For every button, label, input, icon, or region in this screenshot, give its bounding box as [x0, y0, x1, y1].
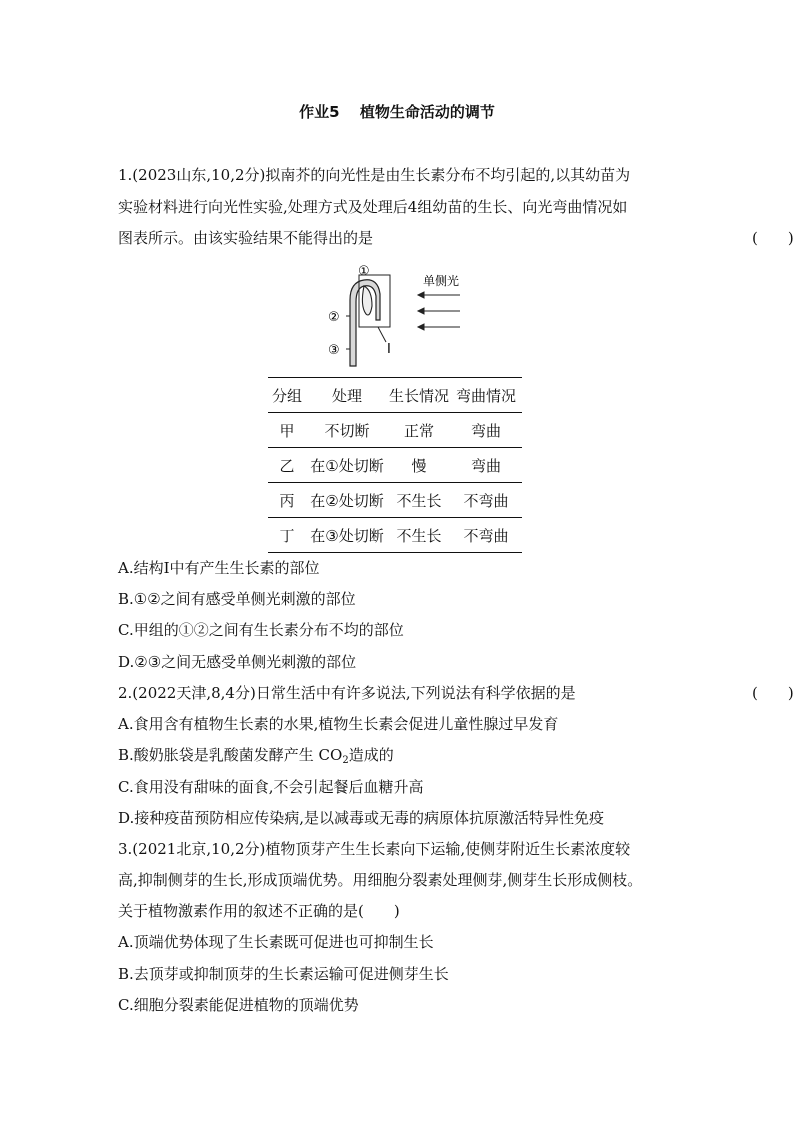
seedling-cotyledon	[362, 286, 372, 315]
q3-option-b: B.去顶芽或抑制顶芽的生长素运输可促进侧芽生长	[118, 965, 449, 983]
q3-option-a: A.顶端优势体现了生长素既可促进也可抑制生长	[118, 933, 434, 951]
q2-option-d: D.接种疫苗预防相应传染病,是以减毒或无毒的病原体抗原激活特异性免疫	[118, 809, 605, 827]
table-cell: 丙	[268, 483, 306, 518]
q2-stem: 2.(2022天津,8,4分)日常生活中有许多说法,下列说法有科学依据的是	[118, 684, 576, 702]
table-cell: 在①处切断	[306, 448, 388, 483]
mark-2: ②	[328, 310, 340, 325]
table-row	[268, 483, 522, 518]
structure-label: I	[387, 342, 391, 357]
mark-1: ①	[358, 264, 370, 279]
mark-3: ③	[328, 343, 340, 358]
table-cell: 乙	[268, 448, 306, 483]
table-header: 弯曲情况	[450, 378, 522, 413]
q3-option-c: C.细胞分裂素能促进植物的顶端优势	[118, 996, 359, 1014]
q2-option-b-subscript: 2	[342, 755, 349, 766]
q3-stem-line-3: 关于植物激素作用的叙述不正确的是( )	[118, 902, 400, 920]
table-cell: 在③处切断	[306, 518, 388, 553]
page-title: 作业5 植物生命活动的调节	[299, 103, 495, 121]
q3-stem-line-1: 3.(2021北京,10,2分)植物顶芽产生生长素向下运输,使侧芽附近生长素浓度较	[118, 840, 631, 858]
table-header: 处理	[306, 378, 388, 413]
table-header: 生长情况	[388, 378, 450, 413]
q2-option-b-tail: 造成的	[348, 746, 394, 764]
table-cell: 正常	[388, 413, 450, 448]
table-cell: 不生长	[388, 483, 450, 518]
table-cell: 慢	[388, 448, 450, 483]
table-cell: 不生长	[388, 518, 450, 553]
q2-option-b	[118, 745, 394, 771]
q2-answer-paren: ( )	[752, 684, 794, 702]
q2-option-c: C.食用没有甜味的面食,不会引起餐后血糖升高	[118, 778, 424, 796]
q1-option-a: A.结构Ⅰ中有产生生长素的部位	[118, 559, 320, 577]
table-header: 分组	[268, 378, 306, 413]
q1-stem-line-2: 实验材料进行向光性实验,处理方式及处理后4组幼苗的生长、向光弯曲情况如	[118, 198, 628, 216]
q3-stem-line-2: 高,抑制侧芽的生长,形成顶端优势。用细胞分裂素处理侧芽,侧芽生长形成侧枝。	[118, 871, 643, 889]
table-cell: 不弯曲	[450, 518, 522, 553]
table-cell: 在②处切断	[306, 483, 388, 518]
table-cell: 丁	[268, 518, 306, 553]
q2-option-b-text: B.酸奶胀袋是乳酸菌发酵产生 CO	[118, 746, 343, 764]
light-label: 单侧光	[423, 274, 460, 288]
table-cell: 不切断	[306, 413, 388, 448]
light-arrows	[418, 292, 460, 330]
experiment-table	[268, 377, 522, 553]
table-cell: 弯曲	[450, 448, 522, 483]
q1-option-b: B.①②之间有感受单侧光刺激的部位	[118, 590, 356, 608]
q1-stem-line-1: 1.(2023山东,10,2分)拟南芥的向光性是由生长素分布不均引起的,以其幼苗为	[118, 166, 631, 184]
table-row	[268, 448, 522, 483]
q2-option-a: A.食用含有植物生长素的水果,植物生长素会促进儿童性腺过早发育	[118, 715, 559, 733]
table-cell: 不弯曲	[450, 483, 522, 518]
q1-option-c: C.甲组的①②之间有生长素分布不均的部位	[118, 621, 404, 639]
table-row	[268, 413, 522, 448]
table-cell: 弯曲	[450, 413, 522, 448]
seedling-figure	[320, 260, 480, 370]
q1-answer-paren: ( )	[752, 229, 794, 247]
q1-stem-line-3: 图表所示。由该实验结果不能得出的是	[118, 229, 374, 247]
q1-option-d: D.②③之间无感受单侧光刺激的部位	[118, 653, 357, 671]
table-row	[268, 518, 522, 553]
table-cell: 甲	[268, 413, 306, 448]
